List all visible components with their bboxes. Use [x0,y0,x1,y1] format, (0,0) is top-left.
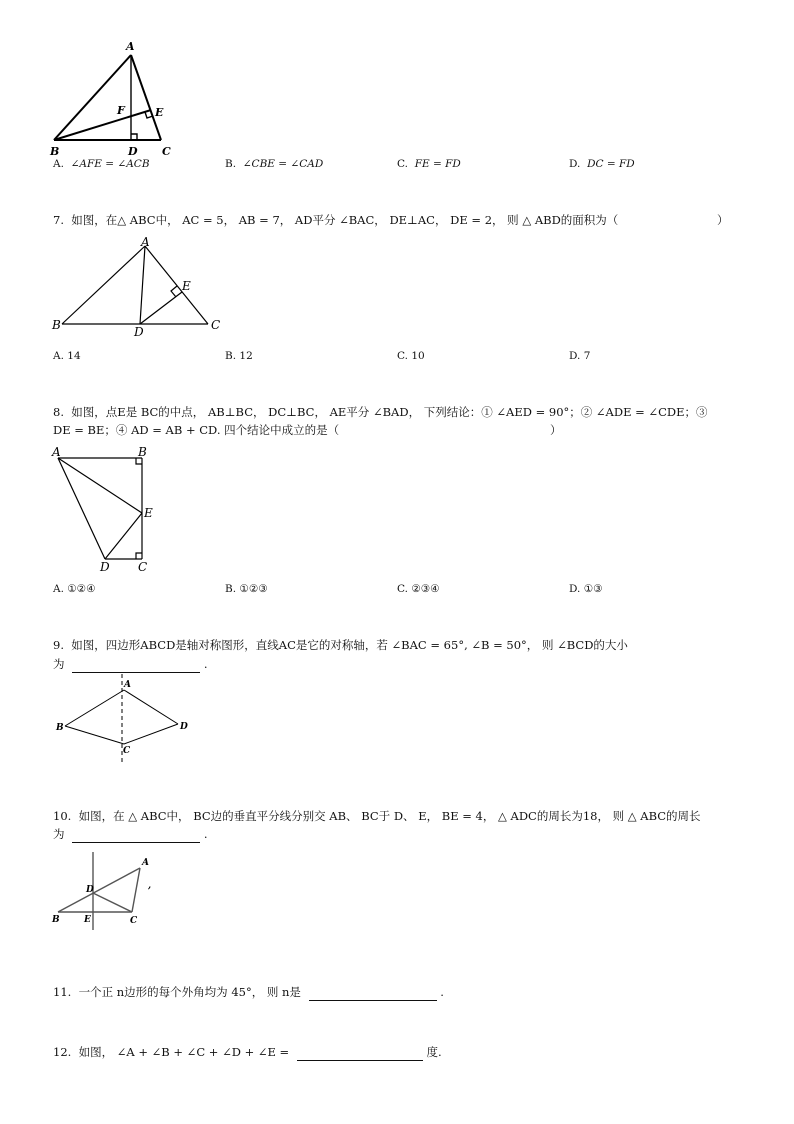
label-e: E [144,506,153,520]
q8-option-c[interactable]: C. ②③④ [397,583,440,595]
label-f: F [117,104,125,117]
segment-ab [65,690,124,726]
label-b: B [52,915,60,925]
segment-ab [62,246,145,324]
label-a: A [52,445,61,459]
label-a: A [141,236,150,249]
right-angle-c [136,553,142,559]
top-option-b[interactable]: B. ∠CBE = ∠CAD [225,158,324,170]
label-c: C [162,145,171,158]
label-a: A [124,680,131,690]
label-c: C [123,746,131,756]
figure-q7-triangle [50,236,230,338]
q7-option-d[interactable]: D. 7 [569,350,591,362]
q11-answer-blank[interactable] [309,988,437,1001]
q7-close-paren: ） [717,213,729,227]
segment-ac [132,868,140,912]
label-a: A [142,858,149,868]
segment-cd [124,724,178,744]
q8-stem-line1: 8. 如图，点E是 BC的中点， AB⊥BC， DC⊥BC， AE平分 ∠BAD， 下列结论：① ∠AED = 90°；② ∠ADE = ∠CDE；③ [53,405,708,419]
q7-stem: 7. 如图，在△ ABC中， AC = 5， AB = 7， AD平分 ∠BAC， DE⊥AC， DE = 2， 则 △ ABD的面积为（ [53,213,619,227]
label-b: B [50,145,60,158]
q8-close-paren: ） [550,423,562,437]
label-b: B [52,318,61,332]
segment-ad [140,246,145,324]
label-d: D [100,560,110,574]
q8-stem-line2: DE = BE；④ AD = AB + CD. 四个结论中成立的是（ [53,423,340,437]
q11-stem: 11. 一个正 n边形的每个外角均为 45°， 则 n是 . [53,985,444,999]
label-a: A [126,40,135,53]
label-d: D [134,325,144,338]
label-e: E [84,915,91,925]
figure-comma: , [148,881,152,891]
label-e: E [155,106,164,119]
q7-option-c[interactable]: C. 10 [397,350,425,362]
label-d: D [180,722,188,732]
q8-option-a[interactable]: A. ①②④ [53,583,96,595]
figure-q10-triangle [50,852,160,932]
label-d: D [128,145,138,158]
segment-ac [131,55,161,140]
q7-option-a[interactable]: A. 14 [53,350,81,362]
top-option-c[interactable]: C. FE = FD [397,158,461,170]
segment-ad [124,690,178,724]
figure-triangle-abc-top [44,38,184,160]
q7-option-b[interactable]: B. 12 [225,350,253,362]
label-c: C [130,916,138,926]
segment-dc [93,893,132,912]
q9-answer-blank[interactable] [72,660,200,673]
label-b: B [138,445,147,459]
figure-q9-kite [52,674,192,766]
q12-answer-blank[interactable] [297,1048,423,1061]
label-e: E [182,279,191,293]
label-b: B [56,723,64,733]
q12-stem: 12. 如图， ∠A + ∠B + ∠C + ∠D + ∠E = 度. [53,1045,442,1059]
q10-answer-blank[interactable] [72,830,200,843]
q9-stem-line2: 为 . [53,657,208,671]
label-c: C [138,560,148,574]
q9-stem-line1: 9. 如图，四边形ABCD是轴对称图形，直线AC是它的对称轴，若 ∠BAC = 65°, ∠B = 50°， 则 ∠BCD的大小 [53,638,628,652]
q10-stem-line1: 10. 如图，在 △ ABC中， BC边的垂直平分线分别交 AB、 BC于 D、 E， BE = 4， △ ADC的周长为18， 则 △ ABC的周长 [53,809,701,823]
right-angle-e [171,286,177,297]
figure-q8-trapezoid [48,443,168,575]
segment-ab [58,868,140,912]
top-option-a[interactable]: A. ∠AFE = ∠ACB [53,158,150,170]
label-d: D [86,885,94,895]
segment-bc [65,726,124,744]
segment-de [105,513,142,559]
q8-option-b[interactable]: B. ①②③ [225,583,268,595]
top-option-d[interactable]: D. DC = FD [569,158,635,170]
q8-option-d[interactable]: D. ①③ [569,583,603,595]
q10-stem-line2: 为 . [53,827,208,841]
label-c: C [211,318,221,332]
